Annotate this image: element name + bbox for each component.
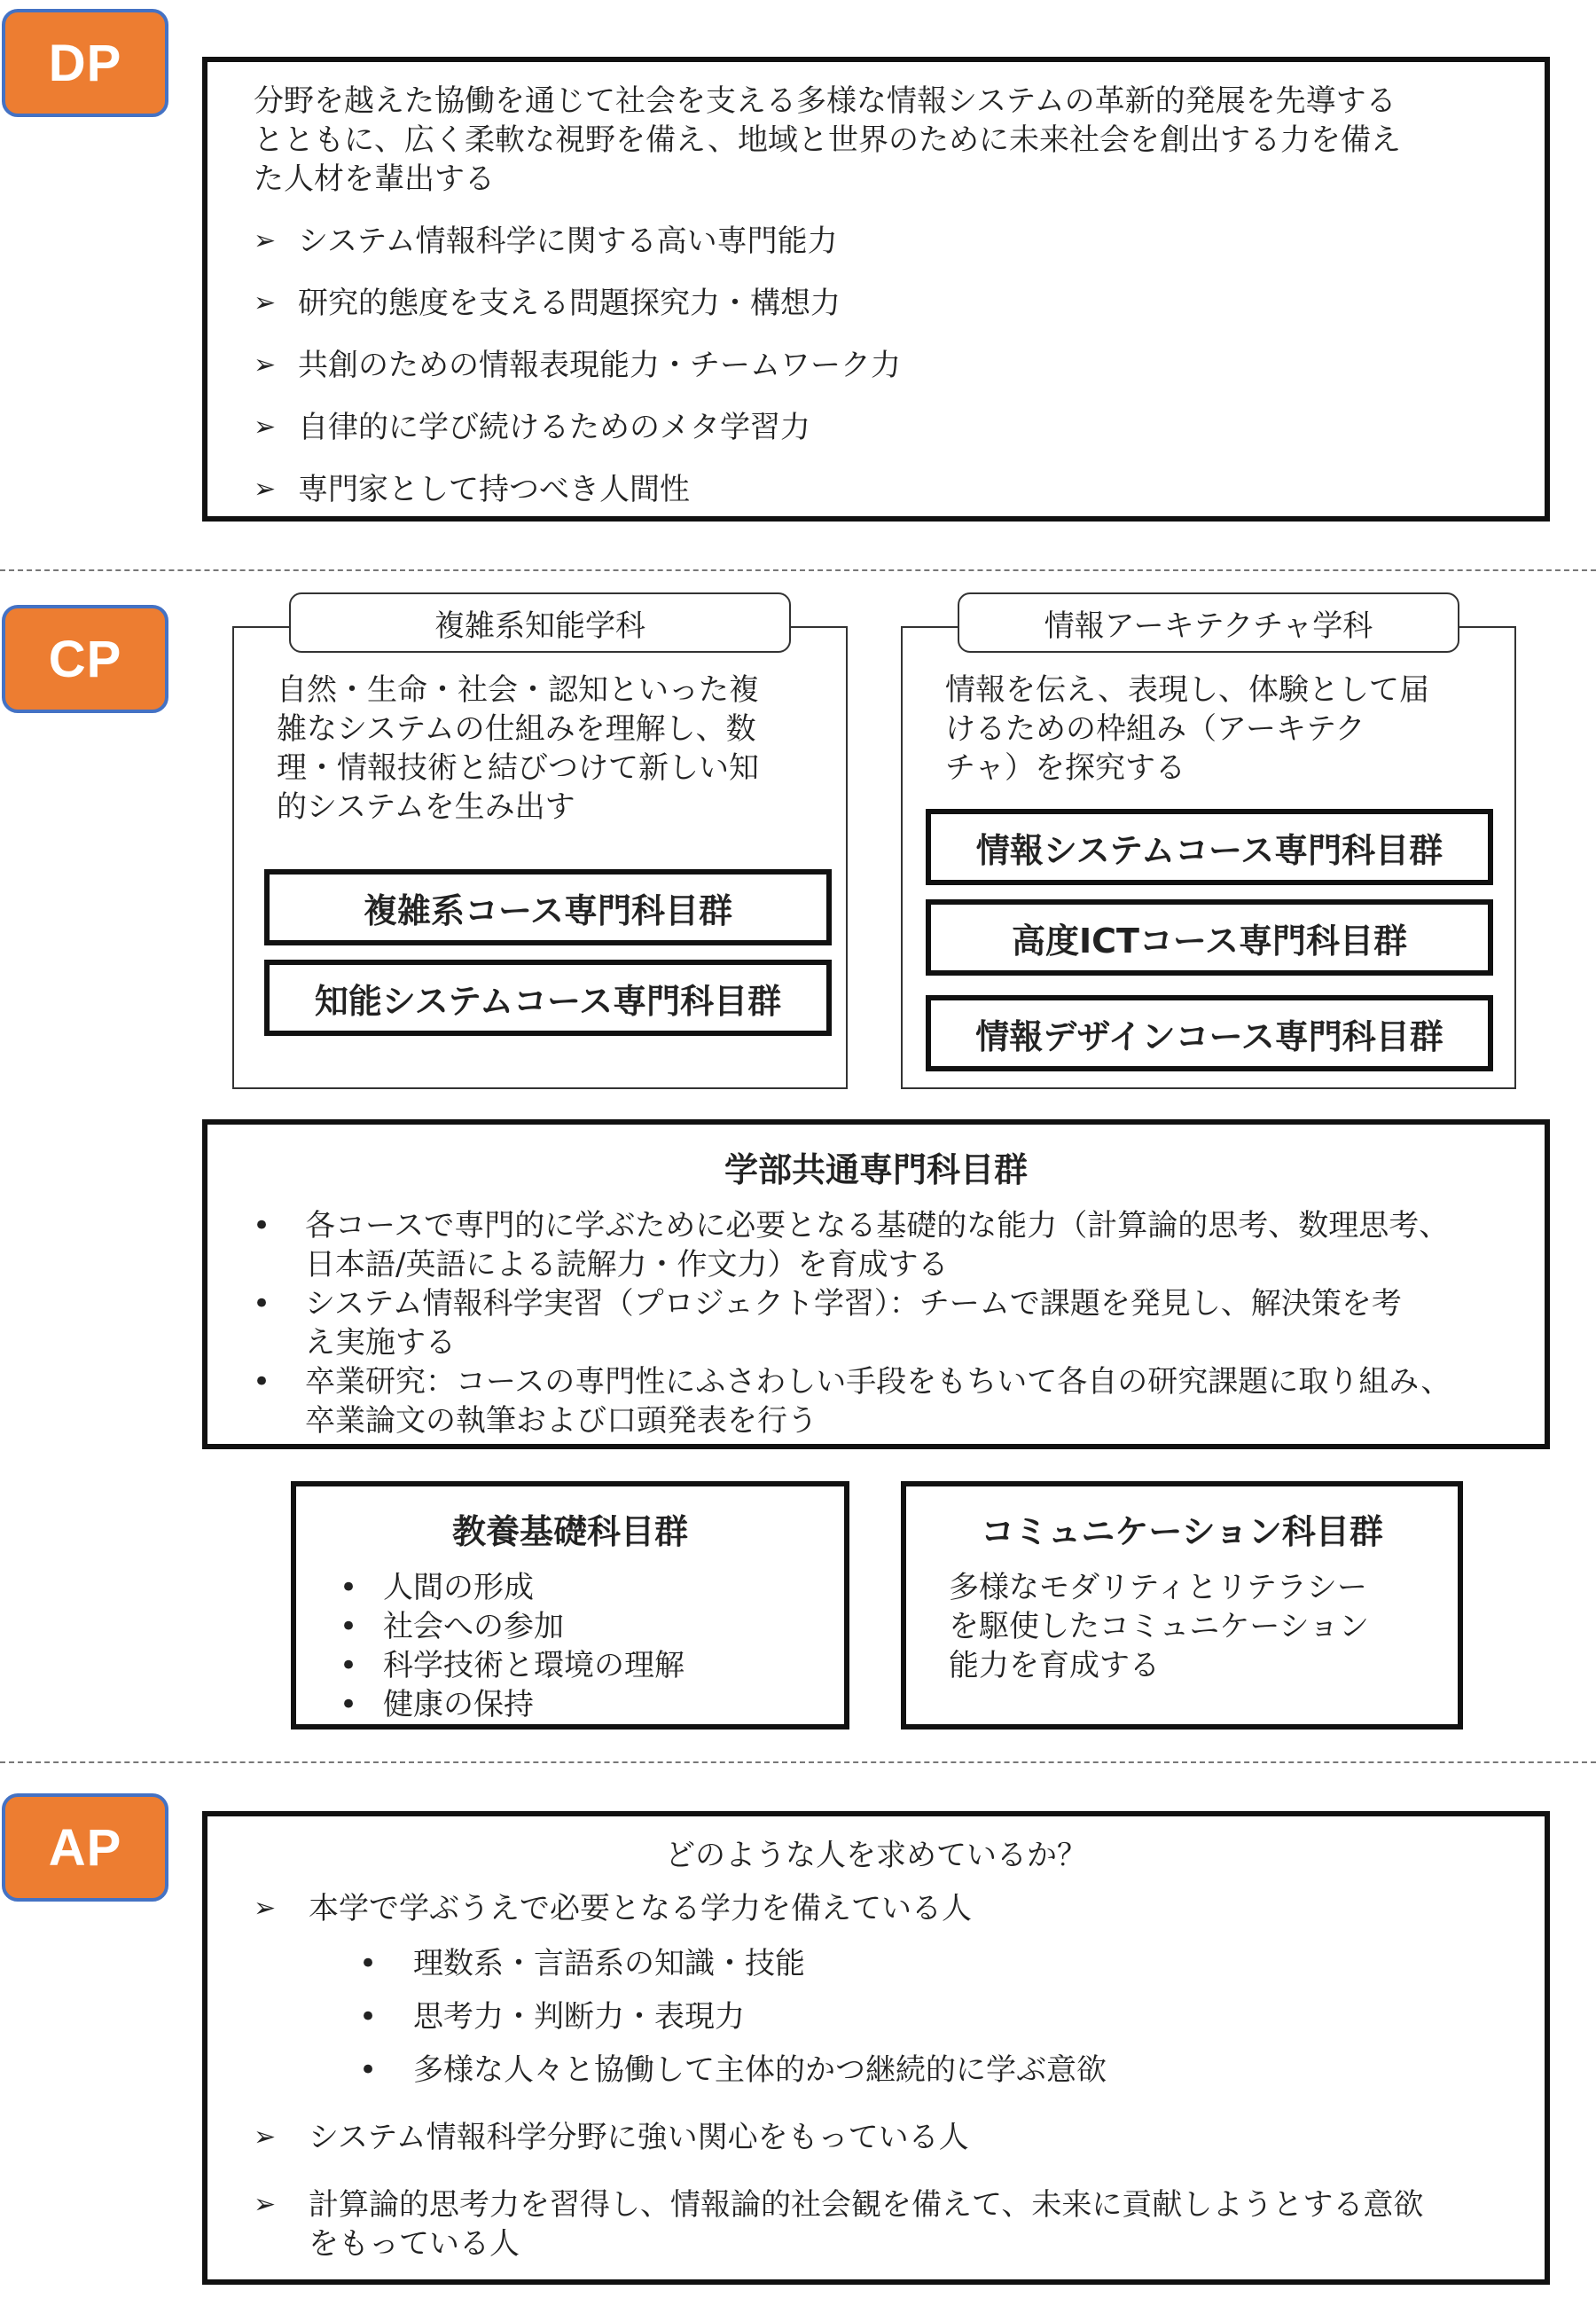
item-line: 卒業研究：コースの専門性にふさわしい手段をもちいて各自の研究課題に取り組み、 bbox=[305, 1364, 1451, 1400]
dp-item-text: 研究的態度を支える問題探究力・構想力 bbox=[298, 286, 841, 321]
item-text: 多様な人々と協働して主体的かつ継続的に学ぶ意欲 bbox=[413, 2052, 1107, 2088]
course-advanced-ict: 高度ICTコース専門科目群 bbox=[926, 899, 1493, 976]
item-line: 日本語/英語による読解力・作文力）を育成する bbox=[305, 1247, 949, 1282]
dept-complex-panel bbox=[232, 626, 848, 1089]
ap-item-text bbox=[309, 2185, 1423, 2263]
bullet-dot-icon: • bbox=[252, 1364, 271, 1400]
course-complex: 複雑系コース専門科目群 bbox=[264, 869, 832, 945]
section-divider bbox=[0, 1761, 1596, 1763]
arrowhead-bullet-icon: ➢ bbox=[254, 349, 277, 380]
arrowhead-bullet-icon: ➢ bbox=[254, 2122, 277, 2153]
item-text: 思考力・判断力・表現力 bbox=[413, 1999, 745, 2035]
dp-panel bbox=[202, 57, 1550, 522]
bullet-dot-icon: • bbox=[252, 1286, 271, 1322]
arrowhead-bullet-icon: ➢ bbox=[254, 1893, 277, 1924]
item-text: 人間の形成 bbox=[383, 1570, 534, 1605]
item-line: をもっている人 bbox=[309, 2226, 520, 2262]
course-information-design: 情報デザインコース専門科目群 bbox=[926, 995, 1493, 1071]
dp-item-text: 専門家として持つべき人間性 bbox=[298, 472, 690, 507]
dp-item-text: システム情報科学に関する高い専門能力 bbox=[298, 224, 838, 259]
dept-complex-tab: 複雑系知能学科 bbox=[289, 592, 791, 653]
desc-line: 多様なモダリティとリテラシー bbox=[949, 1570, 1367, 1605]
communication-panel bbox=[901, 1481, 1463, 1730]
ap-panel bbox=[202, 1811, 1550, 2285]
bullet-dot-icon: • bbox=[339, 1687, 358, 1722]
arrowhead-bullet-icon: ➢ bbox=[254, 287, 277, 318]
dp-lead-line: 分野を越えた協働を通じて社会を支える多様な情報システムの革新的発展を先導する bbox=[254, 83, 1396, 119]
dp-item-text: 自律的に学び続けるためのメタ学習力 bbox=[298, 410, 810, 445]
item-line: え実施する bbox=[305, 1325, 456, 1361]
arrowhead-bullet-icon: ➢ bbox=[254, 474, 277, 505]
item-text: 社会への参加 bbox=[383, 1609, 564, 1644]
dept-complex-desc bbox=[277, 671, 759, 827]
desc-line: チャ）を探究する bbox=[945, 750, 1185, 786]
dp-lead-line: とともに、広く柔軟な視野を備え、地域と世界のために未来社会を創出する力を備え bbox=[254, 122, 1402, 158]
item-line: システム情報科学実習（プロジェクト学習）：チームで課題を発見し、解決策を考 bbox=[305, 1286, 1402, 1322]
desc-line: 的システムを生み出す bbox=[277, 789, 575, 825]
section-divider bbox=[0, 569, 1596, 571]
item-text: 科学技術と環境の理解 bbox=[383, 1648, 685, 1683]
bullet-dot-icon: • bbox=[339, 1609, 358, 1644]
common-subjects-panel bbox=[202, 1119, 1550, 1449]
bullet-dot-icon: • bbox=[358, 1946, 378, 1981]
desc-line: けるための枠組み（アーキテク bbox=[945, 711, 1365, 747]
communication-desc bbox=[949, 1568, 1369, 1685]
arrowhead-bullet-icon: ➢ bbox=[254, 2189, 277, 2220]
liberal-arts-title: 教養基礎科目群 bbox=[451, 1512, 688, 1551]
common-subjects-title: 学部共通専門科目群 bbox=[724, 1150, 1028, 1189]
desc-line: 雑なシステムの仕組みを理解し、数 bbox=[277, 711, 756, 747]
bullet-dot-icon: • bbox=[339, 1570, 358, 1605]
liberal-arts-panel bbox=[291, 1481, 849, 1730]
bullet-dot-icon: • bbox=[252, 1208, 271, 1243]
item-text: 理数系・言語系の知識・技能 bbox=[413, 1946, 805, 1981]
dp-badge: DP bbox=[2, 9, 168, 117]
ap-item-text: システム情報科学分野に強い関心をもっている人 bbox=[309, 2120, 969, 2155]
bullet-dot-icon: • bbox=[339, 1648, 358, 1683]
dp-lead bbox=[254, 82, 1401, 199]
desc-line: 自然・生命・社会・認知といった複 bbox=[277, 672, 759, 708]
course-information-systems: 情報システムコース専門科目群 bbox=[926, 809, 1493, 885]
item-line: 計算論的思考力を習得し、情報論的社会観を備えて、未来に貢献しようとする意欲 bbox=[309, 2187, 1424, 2223]
dept-architecture-desc bbox=[945, 671, 1429, 788]
ap-badge: AP bbox=[2, 1793, 168, 1902]
ap-question: どのような人を求めているか？ bbox=[665, 1838, 1087, 1873]
dept-architecture-tab: 情報アーキテクチャ学科 bbox=[958, 592, 1459, 653]
item-line: 卒業論文の執筆および口頭発表を行う bbox=[305, 1403, 818, 1439]
arrowhead-bullet-icon: ➢ bbox=[254, 412, 277, 443]
dept-architecture-panel bbox=[901, 626, 1516, 1089]
dp-lead-line: た人材を輩出する bbox=[254, 161, 495, 197]
communication-title: コミュニケーション科目群 bbox=[981, 1512, 1383, 1551]
item-line: 各コースで専門的に学ぶために必要となる基礎的な能力（計算論的思考、数理思考、 bbox=[305, 1208, 1450, 1243]
desc-line: 理・情報技術と結びつけて新しい知 bbox=[277, 750, 759, 786]
desc-line: 能力を育成する bbox=[949, 1648, 1160, 1683]
bullet-dot-icon: • bbox=[358, 2052, 378, 2088]
desc-line: を駆使したコミュニケーション bbox=[949, 1609, 1369, 1644]
dp-item-text: 共創のための情報表現能力・チームワーク力 bbox=[298, 348, 901, 383]
item-text: 健康の保持 bbox=[383, 1687, 534, 1722]
desc-line: 情報を伝え、表現し、体験として届 bbox=[945, 672, 1430, 708]
bullet-dot-icon: • bbox=[358, 1999, 378, 2035]
ap-item-text: 本学で学ぶうえで必要となる学力を備えている人 bbox=[309, 1891, 972, 1926]
cp-badge: CP bbox=[2, 605, 168, 713]
arrowhead-bullet-icon: ➢ bbox=[254, 225, 277, 256]
course-intelligent-systems: 知能システムコース専門科目群 bbox=[264, 960, 832, 1036]
